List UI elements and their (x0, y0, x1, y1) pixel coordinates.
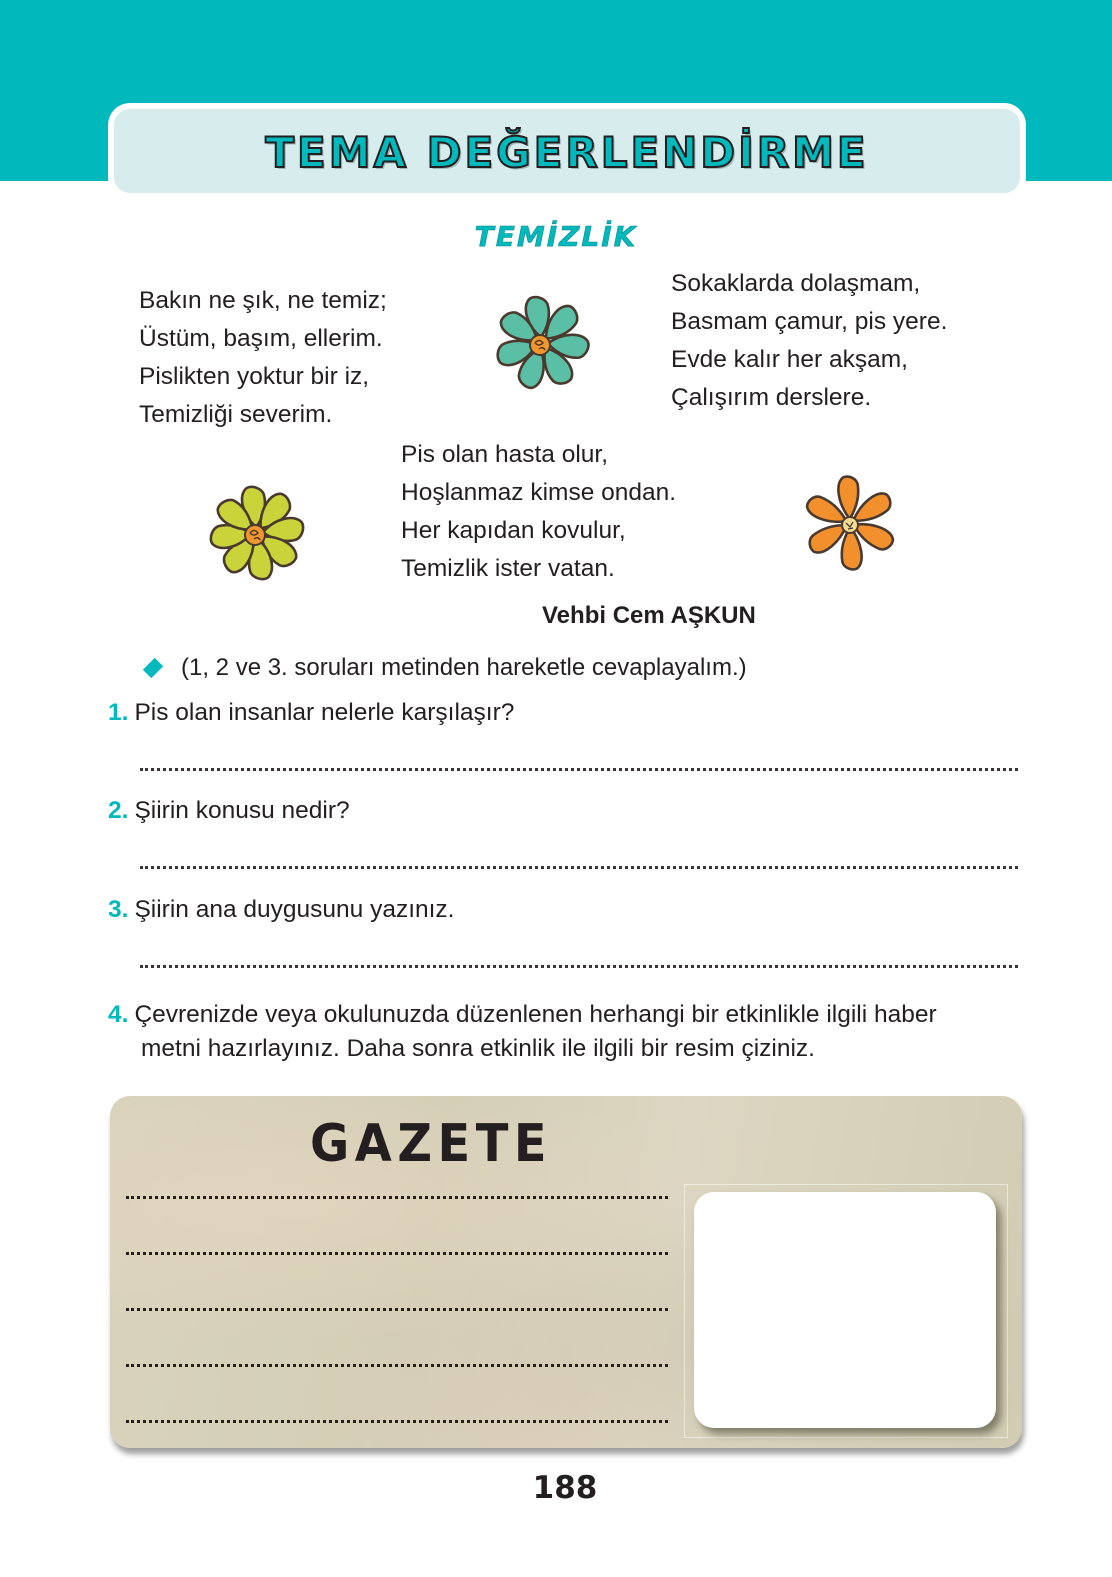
answer-line-3[interactable] (140, 965, 1018, 968)
title-banner (108, 103, 1026, 199)
poem-line: Her kapıdan kovulur, (401, 517, 626, 544)
question-text: Şiirin ana duygusunu yazınız. (134, 896, 455, 923)
drawing-area[interactable] (694, 1192, 996, 1428)
question-text: Pis olan insanlar nelerle karşılaşır? (134, 699, 515, 726)
question-number: 1. (108, 699, 129, 726)
question-4 (108, 998, 937, 1066)
instruction-text: (1, 2 ve 3. soruları metinden hareketle cevaplayalım.) (181, 654, 747, 681)
flower-icon (207, 482, 307, 584)
question-text: Şiirin konusu nedir? (134, 797, 350, 824)
question-number: 2. (108, 797, 129, 824)
question-text-line-1: Çevrenizde veya okulunuzda düzenlenen herhangi bir etkinlikle ilgili haber (134, 1001, 937, 1028)
question-text-line-2: metni hazırlayınız. Daha sonra etkinlik ile ilgili bir resim çiziniz. (141, 1035, 815, 1062)
poem-stanza-3 (401, 436, 676, 588)
poem-author: Vehbi Cem AŞKUN (542, 602, 756, 629)
poem-line: Temizlik ister vatan. (401, 555, 615, 582)
newspaper-writing-line-3[interactable] (126, 1308, 668, 1311)
question-1 (108, 699, 514, 727)
question-2 (108, 797, 350, 825)
poem-line: Pislikten yoktur bir iz, (139, 363, 370, 390)
diamond-icon (143, 658, 163, 678)
answer-line-1[interactable] (140, 768, 1018, 771)
poem-stanza-1 (139, 282, 387, 434)
answer-line-2[interactable] (140, 866, 1018, 869)
newspaper-writing-line-4[interactable] (126, 1364, 668, 1367)
poem-line: Basmam çamur, pis yere. (671, 308, 948, 335)
poem-stanza-2 (671, 265, 947, 417)
poem-line: Üstüm, başım, ellerim. (139, 325, 383, 352)
poem-line: Sokaklarda dolaşmam, (671, 270, 921, 297)
newspaper-writing-line-5[interactable] (126, 1420, 668, 1423)
newspaper-writing-line-1[interactable] (126, 1196, 668, 1199)
poem-line: Hoşlanmaz kimse ondan. (401, 479, 677, 506)
question-3 (108, 896, 455, 924)
poem-line: Pis olan hasta olur, (401, 441, 609, 468)
instruction (143, 654, 747, 682)
newspaper-panel (110, 1096, 1022, 1448)
page-title: TEMA DEĞERLENDİRME (265, 127, 869, 177)
poem-title: TEMİZLİK (474, 220, 638, 253)
poem-line: Evde kalır her akşam, (671, 346, 908, 373)
flower-icon (492, 292, 592, 394)
flower-icon (802, 472, 898, 574)
page-number: 188 (532, 1470, 598, 1506)
poem-line: Bakın ne şık, ne temiz; (139, 287, 387, 314)
question-number: 4. (108, 1001, 129, 1028)
question-number: 3. (108, 896, 129, 923)
poem-line: Çalışırım derslere. (671, 384, 872, 411)
newspaper-title: GAZETE (310, 1114, 553, 1174)
newspaper-writing-line-2[interactable] (126, 1252, 668, 1255)
poem-line: Temizliği severim. (139, 401, 333, 428)
